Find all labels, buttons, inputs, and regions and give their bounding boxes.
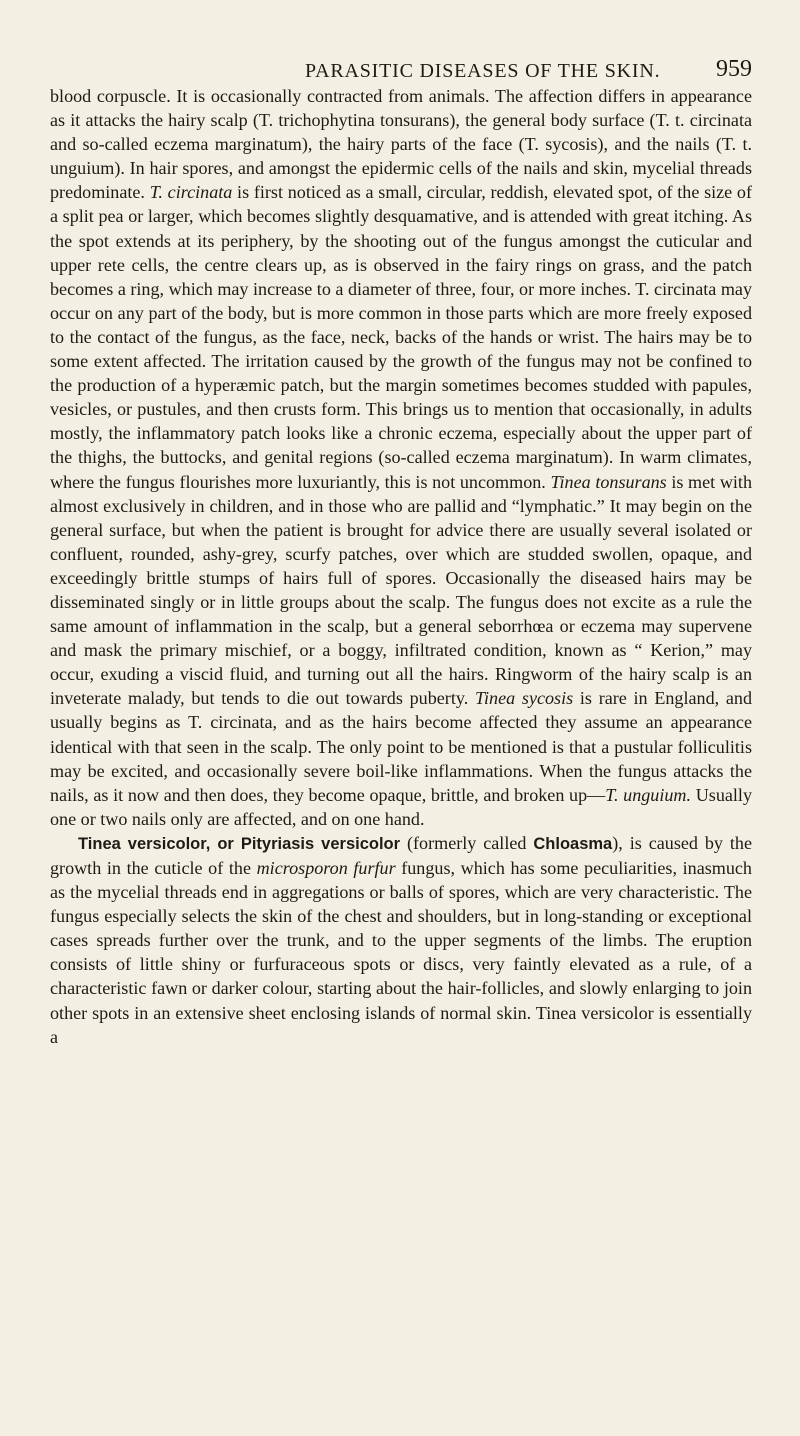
section-heading: Tinea versicolor, or Pityriasis versicolor (78, 834, 401, 853)
text-run: blood corpuscle. It is occasionally contracted from animals. The affection differs in appearance as it attacks the hairy scalp (T. trichophytina tonsurans), the general body surface (T. t. circinata and so-called eczema marginatum), the hairy parts of the face (T. sycosis), and the nails (T. t. unguium). In hair spores, and amongst the epidermic cells of the nails and skin, mycelial threads predominate. (50, 86, 752, 203)
text-run: (formerly called (400, 832, 534, 853)
italic-term: T. circinata (149, 182, 233, 203)
paragraph-tinea-versicolor (50, 831, 752, 1049)
running-title: PARASITIC DISEASES OF THE SKIN. (305, 60, 661, 82)
italic-term: T. unguium. (605, 784, 692, 805)
page-number: 959 (716, 56, 752, 82)
paragraph-tinea-trichophytina (50, 84, 752, 831)
section-heading: Chloasma (533, 834, 613, 853)
italic-term: Tinea sycosis (474, 688, 574, 709)
running-head (50, 40, 752, 84)
italic-term: Tinea tonsurans (550, 471, 667, 492)
text-run: Usually one or two nails only are affected, and on one hand. (50, 784, 752, 829)
text-run: is first noticed as a small, circular, reddish, elevated spot, of the size of a split pea or larger, which becomes slightly desquamative, and is attended with great itching. As the spot extends at its periphery, by the shooting out of the fungus amongst the cuticular and upper rete cells, the centre clears up, as is observed in the fairy rings on grass, and the patch becomes a ring, which may increase to a diameter of three, four, or more inches. T. circinata may occur on any part of the body, but is more common in those parts which are more freely exposed to the contact of the fungus, as the face, neck, backs of the hands or wrist. The hairs may be to some extent affected. The irritation caused by the growth of the fungus may not be confined to the production of a hyperæmic patch, but the margin sometimes becomes studded with papules, vesicles, or pustules, and then crusts form. This brings us to mention that occasionally, in adults mostly, the inflammatory patch looks like a chronic eczema, especially about the upper part of the thighs, the buttocks, and genital regions (so-called eczema marginatum). In warm climates, where the fungus flourishes more luxuriantly, this is not uncommon. (50, 182, 753, 492)
body-text (50, 84, 752, 1049)
italic-term: microsporon furfur (256, 858, 396, 878)
text-run: is met with almost exclusively in children, and in those who are pallid and “lymphatic.” It may begin on the general surface, but when the patient is brought for advice there are usually several isolated or confluent, rounded, ashy-grey, scurfy patches, over which are studded swollen, opaque, and exceedingly brittle stumps of hairs full of spores. Occasionally the diseased hairs may be disseminated singly or in little groups about the scalp. The fungus does not excite as a rule the same amount of inflammation in the scalp, but a general seborrhœa or eczema may supervene and mask the primary mischief, or a boggy, infiltrated condition, known as “ Kerion,” may occur, exuding a viscid fluid, and turning out all the hairs. Ringworm of the hairy scalp is an inveterate malady, but tends to die out towards puberty. (50, 471, 752, 709)
text-run: is rare in England, and usually begins as T. circinata, and as the hairs become affected they assume an appearance identical with that seen in the scalp. The only point to be mentioned is that a pustular folliculitis may be excited, and occasionally severe boil-like inflammations. When the fungus attacks the nails, as it now and then does, they become opaque, brittle, and broken up— (50, 688, 752, 805)
text-run: fungus, which has some peculiarities, inasmuch as the mycelial threads end in aggregations or balls of spores, which are very characteristic. The fungus especially selects the skin of the chest and shoulders, but in long-standing or exceptional cases spreads further over the trunk, and to the upper segments of the limbs. The eruption consists of little shiny or furfuraceous spots or discs, very faintly elevated as a rule, of a characteristic fawn or darker colour, starting about the hair-follicles, and slowly enlarging to join other spots in an extensive sheet enclosing islands of normal skin. Tinea versicolor is essentially a (50, 858, 752, 1047)
text-run: ), is caused by the growth in the cuticle of the (50, 832, 752, 878)
